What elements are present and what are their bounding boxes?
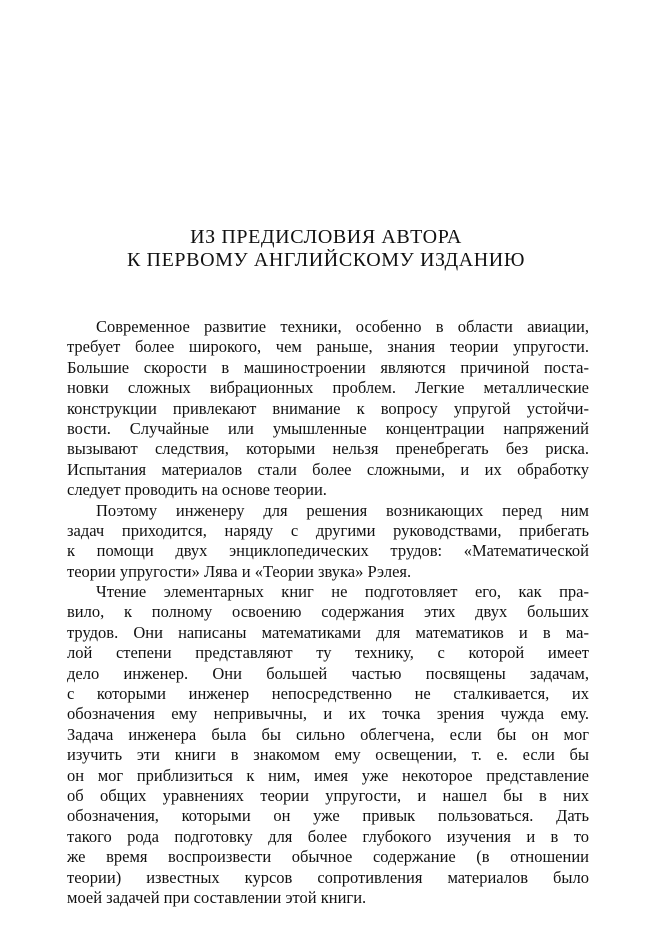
paragraph-line: теории упругости» Лява и «Теории звука» Рэлея. xyxy=(67,561,412,581)
paragraph-line: он мог приблизиться к ним, имея уже некоторое представление xyxy=(67,765,589,785)
paragraph-line: требует более широкого, чем раньше, знания теории упругости. xyxy=(67,337,589,357)
paragraph-line: трудов. Они написаны математиками для математиков и в ма- xyxy=(67,622,589,642)
paragraph-line: же время воспроизвести обычное содержание (в отношении xyxy=(67,847,589,867)
paragraph-line: Задача инженера была бы сильно облегчена, если бы он мог xyxy=(67,724,589,744)
paragraph-line: Чтение элементарных книг не подготовляет его, как пра- xyxy=(96,582,589,602)
body-text xyxy=(67,317,589,908)
paragraph-1 xyxy=(67,317,589,501)
paragraph-line: об общих уравнениях теории упругости, и нашел бы в них xyxy=(67,785,589,805)
paragraph-line: вило, к полному освоению содержания этих двух больших xyxy=(67,602,589,622)
paragraph-line: Поэтому инженеру для решения возникающих перед ним xyxy=(96,500,589,520)
paragraph-line: вызывают следствия, которыми нельзя пренебрегать без риска. xyxy=(67,439,589,459)
paragraph-line: такого рода подготовку для более глубокого изучения и в то xyxy=(67,826,589,846)
paragraph-line: вости. Случайные или умышленные концентрации напряжений xyxy=(67,418,589,438)
heading-line-2: К ПЕРВОМУ АНГЛИЙСКОМУ ИЗДАНИЮ xyxy=(127,249,525,271)
paragraph-line: лой степени представляют ту технику, с которой имеет xyxy=(67,643,589,663)
heading-line-1: ИЗ ПРЕДИСЛОВИЯ АВТОРА xyxy=(190,226,462,248)
paragraph-line: новки сложных вибрационных проблем. Легкие металлические xyxy=(67,378,589,398)
paragraph-line: с которыми инженер непосредственно не сталкивается, их xyxy=(67,684,589,704)
paragraph-line: теории) известных курсов сопротивления материалов было xyxy=(67,867,589,887)
paragraph-line: Испытания материалов стали более сложными, и их обработку xyxy=(67,459,589,479)
paragraph-3 xyxy=(67,582,589,908)
paragraph-line: Большие скорости в машиностроении являются причиной поста- xyxy=(67,357,589,377)
paragraph-line: конструкции привлекают внимание к вопросу упругой устойчи- xyxy=(67,398,589,418)
paragraph-line: Современное развитие техники, особенно в области авиации, xyxy=(96,317,589,336)
paragraph-line: моей задачей при составлении этой книги. xyxy=(67,887,367,907)
paragraph-line: задач приходится, наряду с другими руководствами, прибегать xyxy=(67,520,589,540)
paragraph-line: обозначения, которыми он уже привык пользоваться. Дать xyxy=(67,806,589,826)
paragraph-line: следует проводить на основе теории. xyxy=(67,480,327,500)
paragraph-line: к помощи двух энциклопедических трудов: «Математической xyxy=(67,541,589,561)
paragraph-line: обозначения ему непривычны, и их точка зрения чужда ему. xyxy=(67,704,589,724)
paragraph-line: дело инженер. Они большей частью посвящены задачам, xyxy=(67,663,589,683)
paragraph-2 xyxy=(67,501,589,583)
paragraph-line: изучить эти книги в знакомом ему освещении, т. е. если бы xyxy=(67,745,589,765)
